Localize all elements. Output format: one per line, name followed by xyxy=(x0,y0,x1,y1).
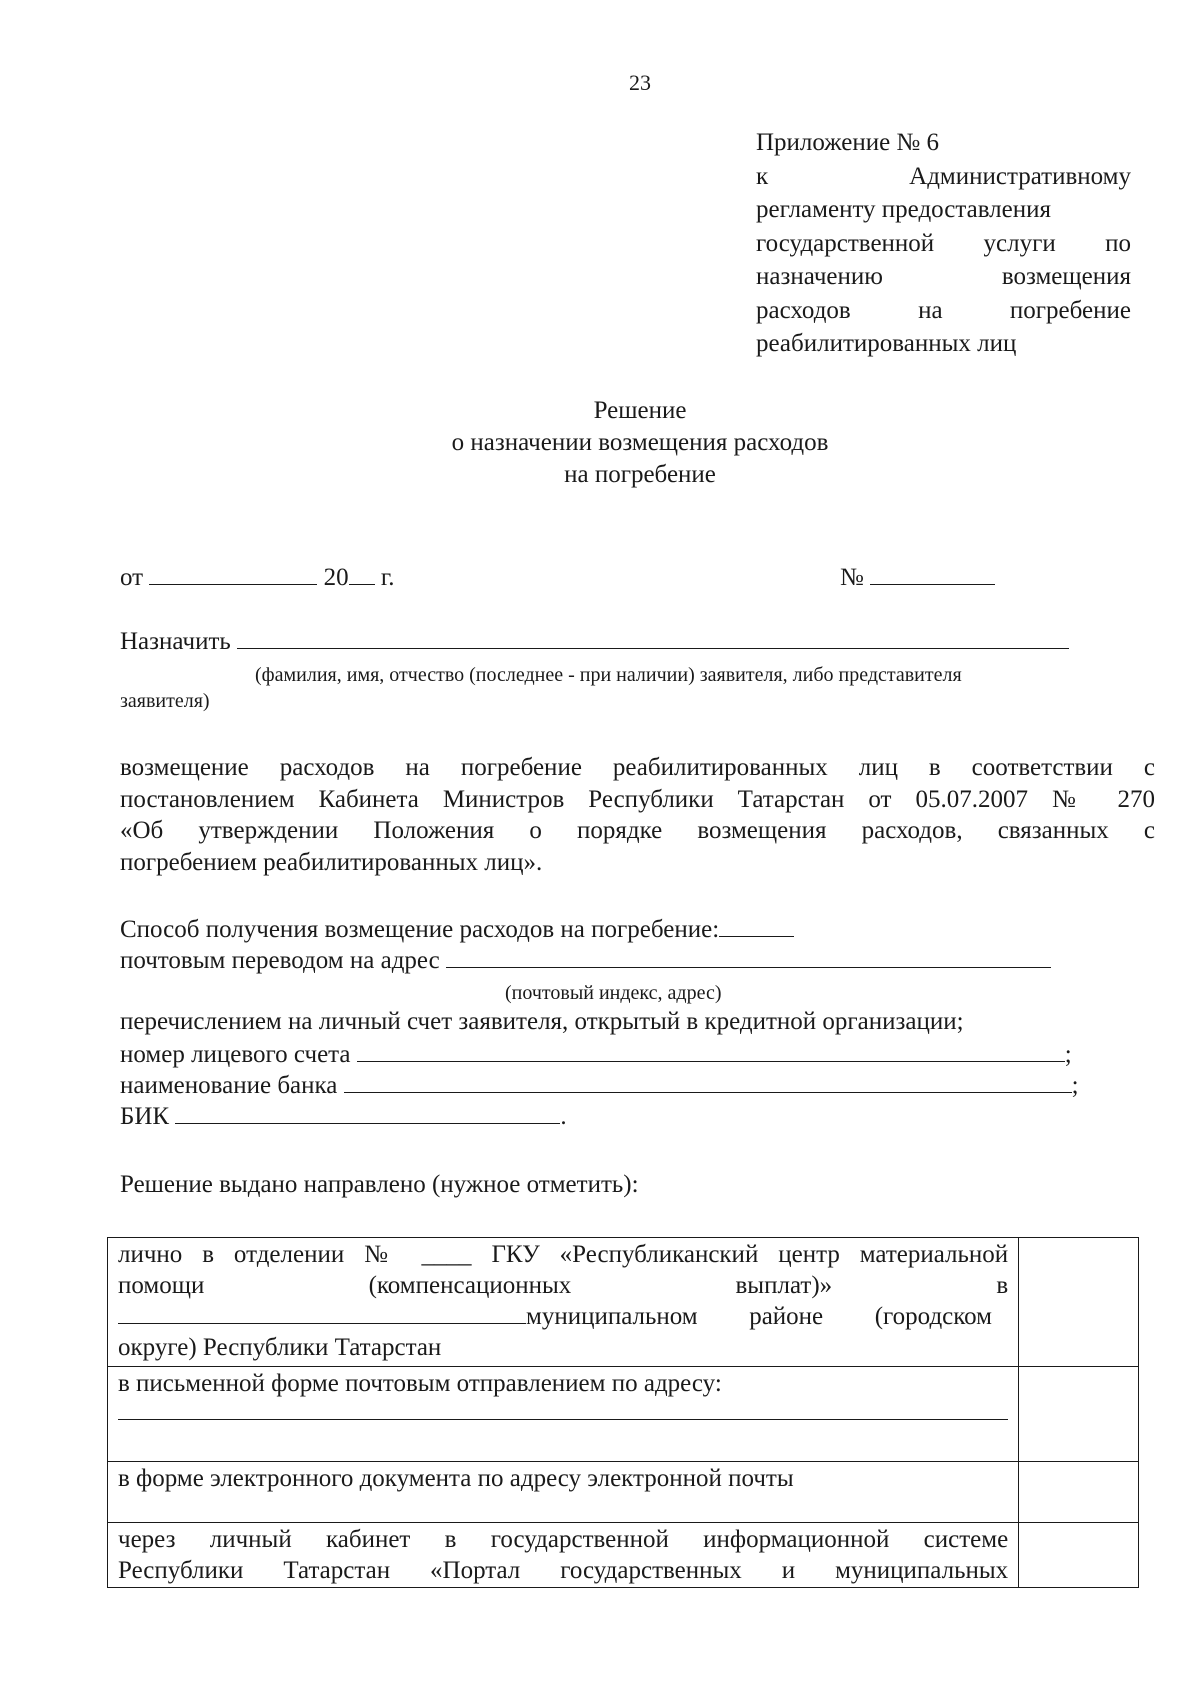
option-line-rest: муниципальном районе (городском xyxy=(526,1303,992,1330)
document-title xyxy=(0,395,1200,491)
bik-label: БИК xyxy=(120,1103,170,1130)
assign-hint: (фамилия, имя, отчество (последнее - при наличии) заявителя, либо представителя xyxy=(255,664,962,686)
assign-name-blank[interactable] xyxy=(237,626,1069,649)
appendix-line: регламенту предоставления xyxy=(756,196,1052,223)
account-semicolon: ; xyxy=(1064,1041,1072,1068)
bank-blank[interactable] xyxy=(344,1070,1072,1093)
option-line: в письменной форме почтовым отправлением по адресу: xyxy=(118,1370,722,1397)
option-checkbox[interactable] xyxy=(1019,1238,1139,1367)
option-text xyxy=(108,1238,1019,1367)
district-blank[interactable] xyxy=(118,1301,526,1324)
body-paragraph xyxy=(120,752,1155,878)
option-text xyxy=(108,1462,1019,1523)
table-row xyxy=(108,1238,1139,1367)
number-sign: № xyxy=(840,564,864,591)
appendix-line: к Административному xyxy=(756,162,1131,190)
paragraph-line: возмещение расходов на погребение реабилитированных лиц в соответствии с xyxy=(120,754,1155,781)
option-checkbox[interactable] xyxy=(1019,1462,1139,1523)
table-row xyxy=(108,1462,1139,1523)
appendix-header xyxy=(756,126,1131,361)
option-line: помощи (компенсационных выплат)» в xyxy=(118,1272,1009,1299)
method-field xyxy=(120,914,794,944)
date-field xyxy=(120,562,395,592)
bank-label: наименование банка xyxy=(120,1072,338,1099)
account-blank[interactable] xyxy=(357,1039,1065,1062)
appendix-line: расходов на погребение xyxy=(756,296,1131,324)
postal-label: почтовым переводом на адрес xyxy=(120,947,440,974)
title-line: о назначении возмещения расходов xyxy=(451,429,829,456)
option-line: Республики Татарстан «Портал государственных и муниципальных xyxy=(118,1557,1009,1584)
postal-address-blank[interactable] xyxy=(446,945,1051,968)
delivery-options-table xyxy=(107,1237,1139,1588)
postal-field xyxy=(120,945,1051,975)
decision-number-field xyxy=(840,562,995,592)
option-line: округе) Республики Татарстан xyxy=(118,1334,442,1361)
year-blank[interactable] xyxy=(349,562,375,585)
method-label: Способ получения возмещение расходов на погребение: xyxy=(120,916,720,943)
assign-field xyxy=(120,626,1069,656)
title-line: на погребение xyxy=(564,461,716,488)
paragraph-line: «Об утверждении Положения о порядке возмещения расходов, связанных с xyxy=(120,817,1155,844)
option-checkbox[interactable] xyxy=(1019,1367,1139,1462)
option-line: лично в отделении № ____ ГКУ «Республиканский центр материальной xyxy=(118,1241,1009,1268)
method-blank[interactable] xyxy=(719,914,794,937)
year-suffix: г. xyxy=(380,564,395,591)
account-field xyxy=(120,1039,1072,1069)
bik-period: . xyxy=(560,1103,567,1130)
assign-label: Назначить xyxy=(120,628,231,655)
paragraph-line: погребением реабилитированных лиц». xyxy=(120,848,543,876)
bik-field xyxy=(120,1101,567,1131)
option-line: через личный кабинет в государственной информационной системе xyxy=(118,1526,1009,1553)
account-label: номер лицевого счета xyxy=(120,1041,351,1068)
appendix-line: назначению возмещения xyxy=(756,263,1131,290)
option-text xyxy=(108,1367,1019,1462)
paragraph-line: постановлением Кабинета Министров Республики Татарстан от 05.07.2007 № 270 xyxy=(120,785,1155,813)
appendix-line: Приложение № 6 xyxy=(756,129,940,156)
title-line: Решение xyxy=(593,397,687,424)
option-text xyxy=(108,1523,1019,1588)
postal-hint: (почтовый индекс, адрес) xyxy=(505,982,722,1004)
year-prefix: 20 xyxy=(323,564,349,591)
decision-issued-label: Решение выдано направлено (нужное отметить): xyxy=(120,1171,639,1198)
appendix-line: государственной услуги по xyxy=(756,229,1131,257)
bank-semicolon: ; xyxy=(1071,1072,1079,1099)
address-blank[interactable] xyxy=(118,1399,1008,1420)
table-row xyxy=(108,1367,1139,1462)
bik-blank[interactable] xyxy=(175,1101,560,1124)
page-number: 23 xyxy=(629,70,651,95)
option-line-with-blank xyxy=(118,1301,1008,1332)
date-from-label: от xyxy=(120,564,144,591)
option-line: в форме электронного документа по адресу электронной почты xyxy=(118,1465,794,1492)
transfer-label: перечислением на личный счет заявителя, открытый в кредитной организации; xyxy=(120,1008,964,1035)
appendix-line: реабилитированных лиц xyxy=(756,330,1017,357)
bank-field xyxy=(120,1070,1079,1100)
assign-hint-cont: заявителя) xyxy=(120,690,210,712)
number-blank[interactable] xyxy=(870,562,995,585)
date-blank[interactable] xyxy=(149,562,317,585)
option-checkbox[interactable] xyxy=(1019,1523,1139,1588)
table-row xyxy=(108,1523,1139,1588)
